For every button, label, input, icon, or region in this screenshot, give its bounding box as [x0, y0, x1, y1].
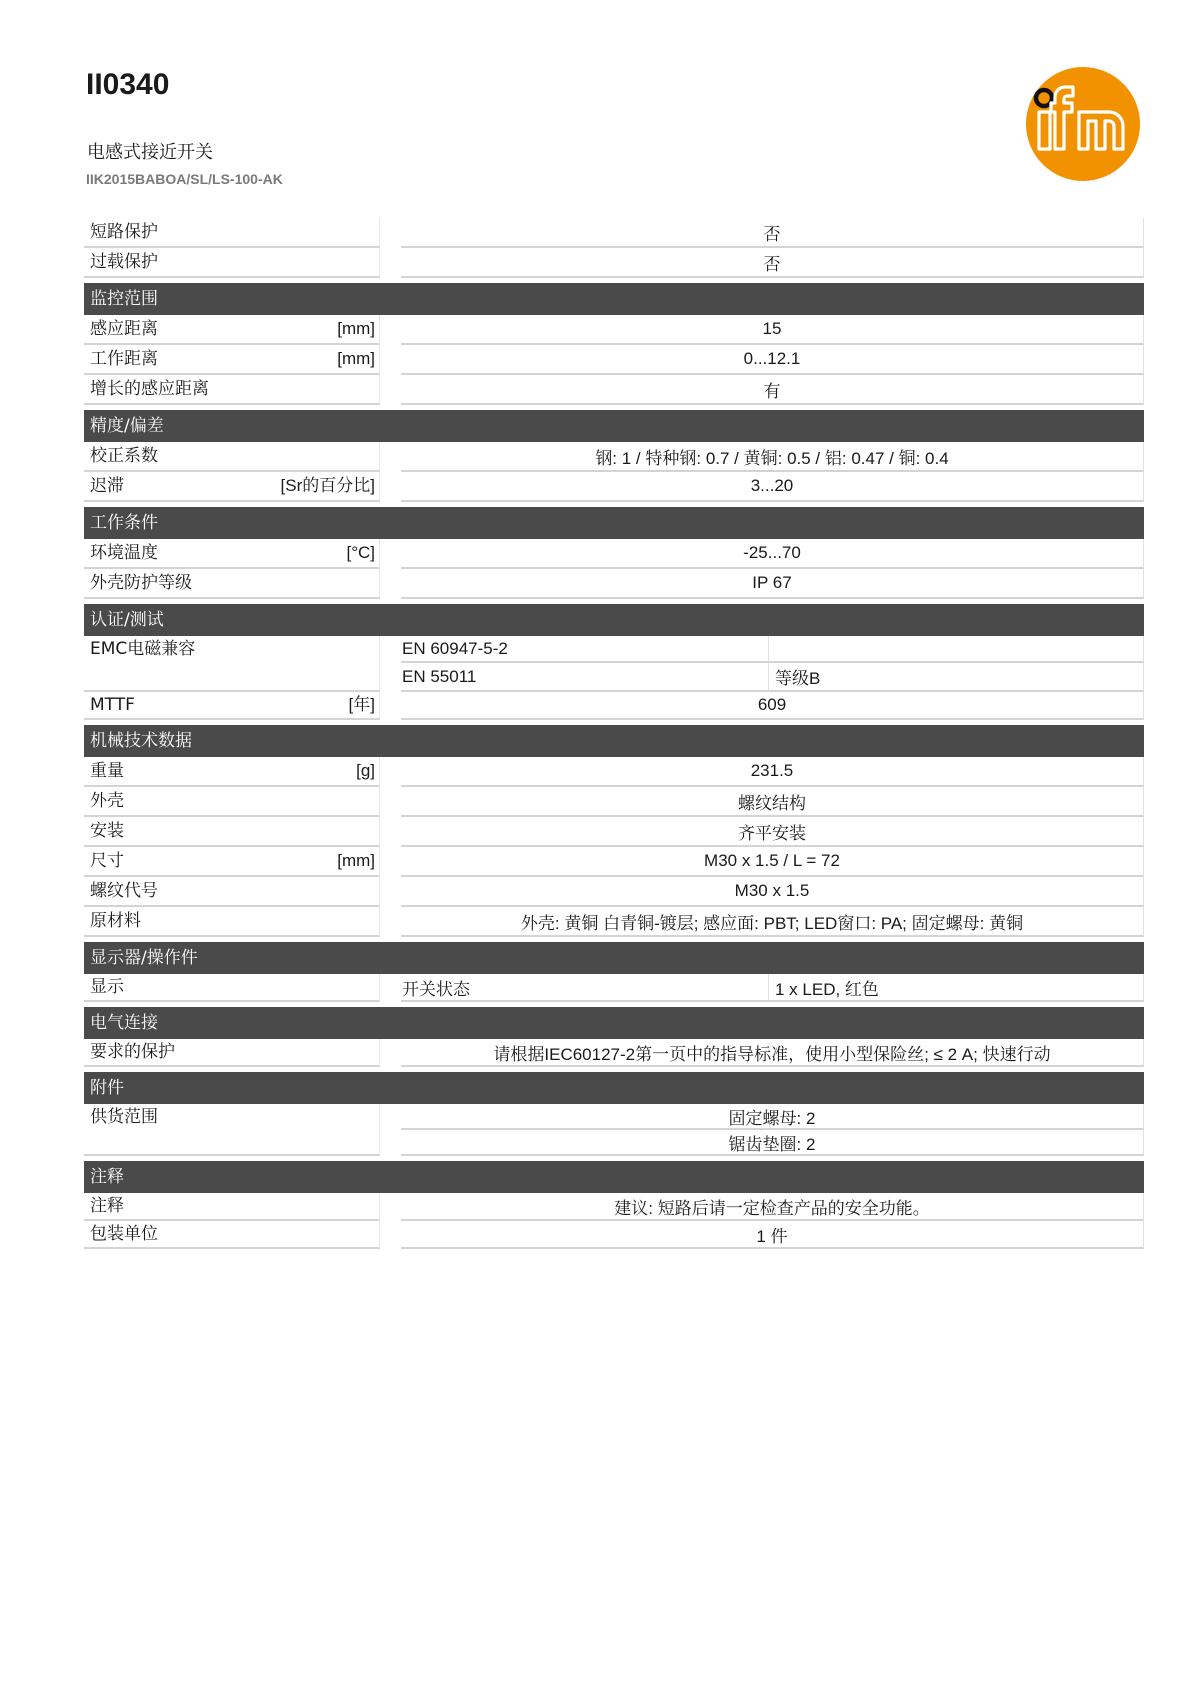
row-value: 外壳: 黄铜 白青铜-镀层; 感应面: PBT; LED窗口: PA; 固定螺母: 黄铜 [520, 913, 1024, 933]
row-unit: [年] [348, 695, 375, 714]
spec-row [84, 817, 1144, 847]
row-label: 重量 [90, 761, 124, 781]
spec-row [84, 787, 1144, 817]
row-unit: [mm] [337, 319, 375, 338]
row-label: 原材料 [90, 911, 141, 931]
spec-row [84, 569, 1144, 599]
row-value: IP 67 [752, 573, 792, 592]
row-value: 锯齿垫圈: 2 [728, 1134, 816, 1154]
section-header-remarks: 注释 [84, 1161, 1144, 1193]
row-value: 否 [763, 224, 781, 244]
row-label: 螺纹代号 [90, 881, 158, 901]
spec-row [84, 757, 1144, 787]
row-value: 609 [757, 695, 787, 714]
row-unit: [°C] [346, 543, 375, 562]
row-label: 工作距离 [90, 349, 158, 369]
row-value: 15 [762, 319, 782, 338]
row-label: 显示 [90, 977, 124, 997]
section-header-accessories: 附件 [84, 1072, 1144, 1104]
row-value: 3...20 [750, 476, 794, 495]
spec-row-mttf [84, 692, 1144, 720]
section-header-monitoring: 监控范围 [84, 283, 1144, 315]
row-label: 要求的保护 [90, 1042, 175, 1062]
row-label: 尺寸 [90, 851, 124, 871]
spec-row-short-circuit [84, 218, 1144, 248]
row-label: 注释 [90, 1196, 124, 1216]
section-header-electrical: 电气连接 [84, 1007, 1144, 1039]
row-value: 齐平安装 [738, 823, 806, 843]
row-value: M30 x 1.5 / L = 72 [704, 851, 840, 870]
row-value: 0...12.1 [743, 349, 801, 368]
row-value: M30 x 1.5 [734, 881, 810, 900]
spec-row [84, 375, 1144, 405]
display-function: 开关状态 [402, 979, 470, 999]
row-label: 校正系数 [90, 446, 158, 466]
row-value: 1 件 [756, 1226, 788, 1246]
spec-row [84, 345, 1144, 375]
spec-row-protection [84, 1039, 1144, 1067]
row-value: 建议: 短路后请一定检查产品的安全功能。 [614, 1198, 930, 1218]
row-label: MTTF [90, 695, 135, 715]
row-label: 迟滞 [90, 476, 124, 496]
product-number: II0340 [86, 68, 170, 101]
specification-table [84, 218, 1144, 1249]
section-header-approvals: 认证/测试 [84, 604, 1144, 636]
row-unit: [Sr的百分比] [280, 476, 375, 495]
row-label: 安装 [90, 821, 124, 841]
spec-row [84, 442, 1144, 472]
spec-row-overload [84, 248, 1144, 278]
row-label: 外壳 [90, 791, 124, 811]
row-value: 有 [763, 381, 781, 401]
section-header-accuracy: 精度/偏差 [84, 410, 1144, 442]
row-label: 感应距离 [90, 319, 158, 339]
section-header-mechanical: 机械技术数据 [84, 725, 1144, 757]
row-value: 请根据IEC60127-2第一页中的指导标准，使用小型保险丝; ≤ 2 A; 快速行动 [493, 1044, 1051, 1064]
row-label: 环境温度 [90, 543, 158, 563]
row-label: 包装单位 [90, 1224, 158, 1244]
row-value: 螺纹结构 [738, 793, 806, 813]
ifm-logo [1025, 66, 1141, 182]
spec-row [84, 907, 1144, 937]
article-code: IIK2015BABOA/SL/LS-100-AK [86, 171, 283, 187]
row-unit: [mm] [337, 349, 375, 368]
row-label: 外壳防护等级 [90, 573, 192, 593]
row-label: 过载保护 [90, 252, 158, 272]
spec-row-display [84, 974, 1144, 1002]
emc-standard: EN 55011 [402, 666, 477, 686]
product-type: 电感式接近开关 [87, 142, 213, 163]
row-label: 短路保护 [90, 222, 158, 242]
row-label: 增长的感应距离 [90, 379, 209, 399]
spec-row [84, 847, 1144, 877]
section-header-operating: 工作条件 [84, 507, 1144, 539]
spec-row-scope-of-delivery [84, 1104, 1144, 1156]
row-label: EMC电磁兼容 [90, 639, 196, 659]
emc-note: 等级B [775, 669, 821, 688]
spec-row [84, 315, 1144, 345]
row-value: 231.5 [750, 761, 794, 780]
spec-row [84, 539, 1144, 569]
spec-row [84, 472, 1144, 502]
spec-row [84, 1221, 1144, 1249]
section-header-display: 显示器/操作件 [84, 942, 1144, 974]
row-unit: [mm] [337, 851, 375, 870]
row-value: 固定螺母: 2 [728, 1108, 816, 1128]
spec-row [84, 877, 1144, 907]
row-value: 否 [763, 254, 781, 274]
row-label: 供货范围 [90, 1107, 158, 1127]
row-value: 钢: 1 / 特种钢: 0.7 / 黄铜: 0.5 / 铝: 0.47 / 铜: 0.4 [595, 448, 949, 468]
row-unit: [g] [356, 761, 375, 780]
spec-row-emc [84, 636, 1144, 692]
row-value: -25...70 [743, 543, 801, 562]
spec-row [84, 1193, 1144, 1221]
emc-standard: EN 60947-5-2 [402, 638, 508, 658]
display-value: 1 x LED, 红色 [775, 979, 879, 999]
